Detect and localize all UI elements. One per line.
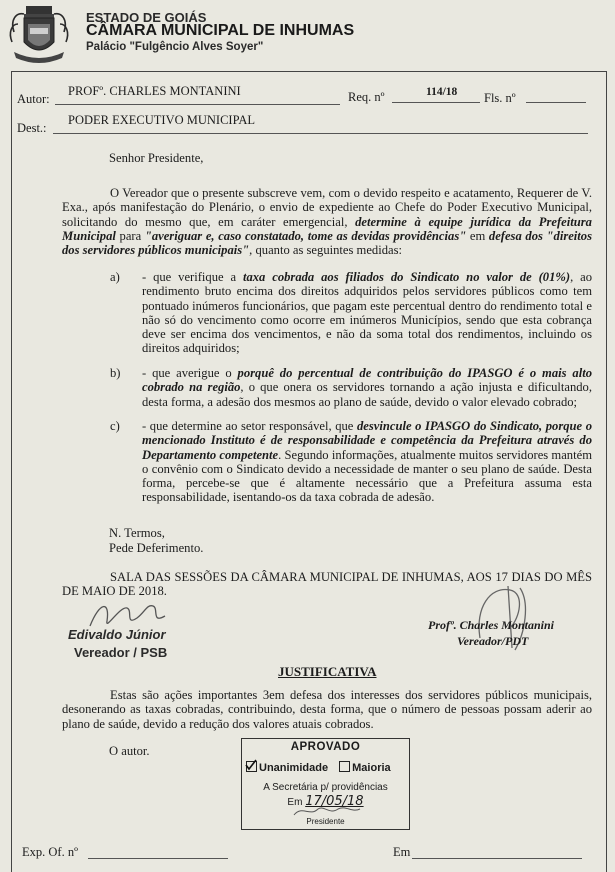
chamber-name: CÂMARA MUNICIPAL DE INHUMAS [86,22,355,39]
footer-exp-line [88,858,228,859]
palace-name: Palácio "Fulgêncio Alves Soyer" [86,41,264,53]
fls-line [526,102,586,103]
req-value: 114/18 [426,86,458,98]
item-a-text: , ao rendimento bruto encima dos direitos adquiridos pelos servidores públicos como tem pontuado inúmeros funcionários, que pagam este percentual dentro do rendimento total e não só do vencimento como ocorre em inúmeros Municípios, sendo que esta cobrança deve ser encima dos vencimentos, e não da soma total dos rendimentos, incluindo os direitos adquiridos; [142,270,592,356]
item-c [110,419,592,505]
salutation: Senhor Presidente, [109,151,204,165]
municipal-coat-of-arms-icon [6,2,72,66]
justification-author: O autor. [109,744,150,758]
signature-right-name: Profº. Charles Montanini [428,618,554,632]
item-c-text: - que determine ao setor responsável, que [142,419,357,433]
session-line: SALA DAS SESSÕES DA CÂMARA MUNICIPAL DE INHUMAS, AOS 17 DIAS DO MÊS DE MAIO DE 2018. [62,570,592,599]
footer-exp-label: Exp. Of. nº [22,845,78,859]
item-b-emphasis: porquê do percentual de contribuição do IPASGO é o mais alto cobrado na região [142,366,592,395]
item-b-text: - que averigue o [142,366,238,380]
dest-line [53,133,588,134]
stamp-signer: Presidente [306,817,345,826]
item-b [110,366,592,409]
state-name: ESTADO DE GOIÁS [86,10,207,25]
intro-text: para [115,228,145,243]
stamp-option-2-label: Maioria [352,762,391,774]
item-c-text: . Segundo informações, atualmente muitos servidores mantém o convênio com o Sindicato devido a necessidade de manter o seu plano de saúde. Desta forma, percebe-se que é altamente necessário que a Prefeitura assuma esta responsabilidade, isentando-os da taxa cobrada de adesão. [142,447,592,505]
stamp-referral: A Secretária p/ providências [263,782,388,793]
signature-right-role: Vereador/PDT [457,634,529,648]
fls-label: Fls. nº [484,91,516,105]
dest-label: Dest.: [17,121,47,135]
footer-em-label: Em [393,845,411,859]
intro-text: em [466,228,489,243]
item-b-text: , o que onera os servidores tornando a ação injusta e dificultando, desta forma, a adesão dos mesmos ao plano de saúde, devido o valor elevado cobrado; [142,380,593,409]
item-a [110,270,592,356]
item-b-marker: b) [110,366,121,380]
stamp-title: APROVADO [290,741,361,753]
author-label: Autor: [17,92,50,106]
signature-left-role: Vereador / PSB [74,645,168,660]
dest-value: PODER EXECUTIVO MUNICIPAL [68,113,256,127]
justification-title: JUSTIFICATIVA [278,664,377,679]
intro-text: , quanto as seguintes medidas: [249,243,403,258]
item-a-text: - que verifique a [142,270,243,284]
intro-emphasis-1: determine à equipe jurídica da Prefeitura Municipal [62,214,592,243]
intro-paragraph [62,186,592,257]
closing-terms: N. Termos, [109,526,165,540]
stamp-date-value: 17/05/18 [305,794,364,809]
intro-emphasis-2: "averiguar e, caso constatado, tome as devidas providências" [144,228,467,243]
footer-em-line [412,858,582,859]
item-c-marker: c) [110,419,120,433]
req-label: Req. nº [348,90,385,104]
approval-stamp [241,738,410,830]
author-value: PROFº. CHARLES MONTANINI [68,84,241,98]
item-a-emphasis: taxa cobrada aos filiados do Sindicato no valor de (01%) [242,270,571,284]
intro-text: O Vereador que o presente subscreve vem, com o devido respeito e acatamento, Requerer de V. Exa., após manifestação do Plenário, o envio de expediente ao Chefe do Poder Executivo Municipal, solicitando do mesmo que, em caráter emergencial, [62,186,592,229]
stamp-option-majority [339,762,391,774]
signature-left-name: Edivaldo Júnior [68,627,166,642]
author-line [55,104,340,105]
intro-emphasis-3: defesa dos "direitos dos servidores públicos municipais" [62,228,593,258]
item-c-emphasis: desvincule o IPASGO do Sindicato, porque o mencionado Instituto é de responsabilidade e competência da Prefeitura através do Departamento competente [142,419,592,462]
empty-box-icon [339,761,350,772]
item-a-marker: a) [110,270,120,284]
stamp-date-prefix: Em [287,797,303,808]
req-line [392,102,480,103]
checked-box-icon [246,761,257,772]
stamp-option-unanimity [246,762,331,774]
stamp-option-1-label: Unanimidade [259,762,329,774]
justification-text: Estas são ações importantes 3em defesa dos interesses dos servidores públicos municipais, desonerando as taxas cobradas, contribuindo, desta forma, que o número de pessoas possam aderir ao plano de saúde, devido a redução dos valores atuais cobrados. [62,688,592,731]
closing-request: Pede Deferimento. [109,541,204,555]
